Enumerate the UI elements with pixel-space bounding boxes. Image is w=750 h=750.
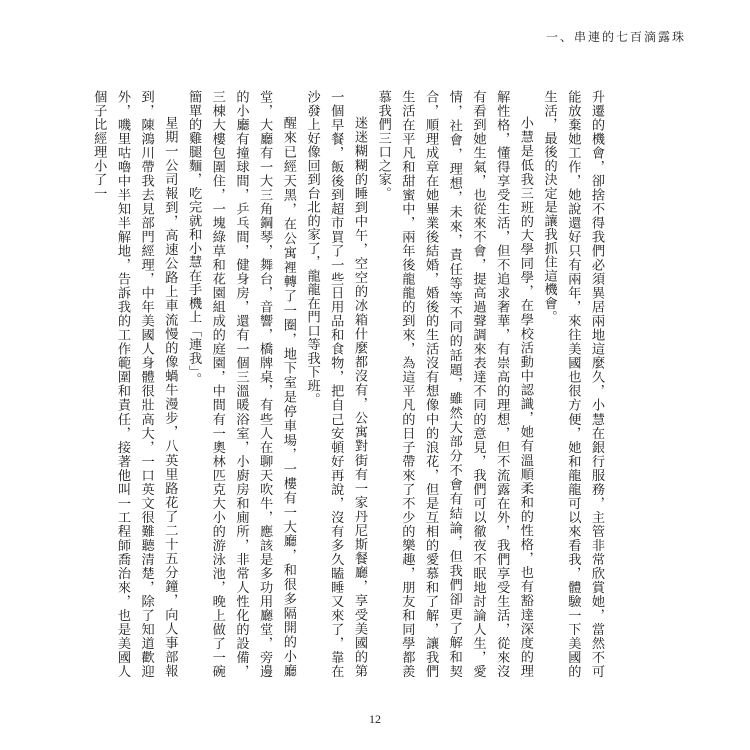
paragraph: 迷迷糊糊的睡到中午，空空的冰箱什麼都沒有，公寓對街有一家丹尼斯餐廳，享受美國的第一個早餐，飯後到超市買了一些日用品和食物，把自己安頓好再說，沒有多久瞌睡又來了，靠在沙發上好像回到台北的家了，龍龍在門口等我下班。 bbox=[304, 90, 367, 678]
paragraph: 星期一公司報到，高速公路上車流慢的像蝸牛漫步，八英里路花了二十五分鐘，向人事部報到，陳鴻川帶我去見部門經理，中年美國人身體很壯高大，一口英文很難聽清楚，除了知道歡迎外，嘰里咕嚕中半知半解地，告訴我的工作範圍和責任，接著他叫一工程師喬治來，也是美國人個子比經理小了一 bbox=[91, 90, 178, 678]
page-number: 12 bbox=[369, 712, 381, 726]
paragraph: 升遷的機會，卻捨不得我們必須異居兩地這麼久，小慧在銀行服務，主管非常欣賞她，當然不可能放棄她工作，她說還好只有兩年，來往美國也很方便，她和龍龍可以來看我，體驗一下美國的生活，最後的決定是讓我抓住這機會。 bbox=[541, 90, 604, 678]
paragraph: 醒來已經天黑，在公寓裡轉了一圈，地下室是停車場，一樓有一大廳，和很多隔開的小廳堂，大廳有一大三角鋼琴，舞台，音響，橋牌桌，有些人在聊天吹牛，應該是多功用廳堂，旁邊的小廳有撞球間，乒乓間，健身房，還有一個三溫暖浴室，小廚房和廁所，非常人性化的設備，三棟大樓包圍住，一塊綠草和花園組成的庭園，中間有一奧林匹克大小的游泳池，晚上做了一碗簡單的雞腿麵，吃完就和小慧在手機上「連我」。 bbox=[186, 90, 296, 678]
paragraph: 小慧是低我三班的大學同學，在學校活動中認識，她有溫順柔和的性格，也有豁達深度的理解性格，懂得享受生活，但不追求奢華，有崇高的理想，但不流露在外，我們享受生活，從來沒有看到她生氣，也從來不會，提高過聲調來表達不同的意見，我們可以徹夜不眠地討論人生，愛情，社會，理想，未來，責任等等不同的話題，雖然大部分不會有結論，但我們卻更了解和契合，順理成章在她畢業後結婚，婚後的生活沒有想像中的浪花，但是互相的愛慕和了解，讓我們生活在平凡和甜蜜中，兩年後龍龍的到來，為這平凡的日子帶來了不少的樂趣，朋友和同學都羨慕我們三口之家。 bbox=[375, 90, 533, 678]
body-text bbox=[91, 90, 608, 678]
running-header: 一、串連的七百滴露珠 bbox=[545, 30, 686, 44]
